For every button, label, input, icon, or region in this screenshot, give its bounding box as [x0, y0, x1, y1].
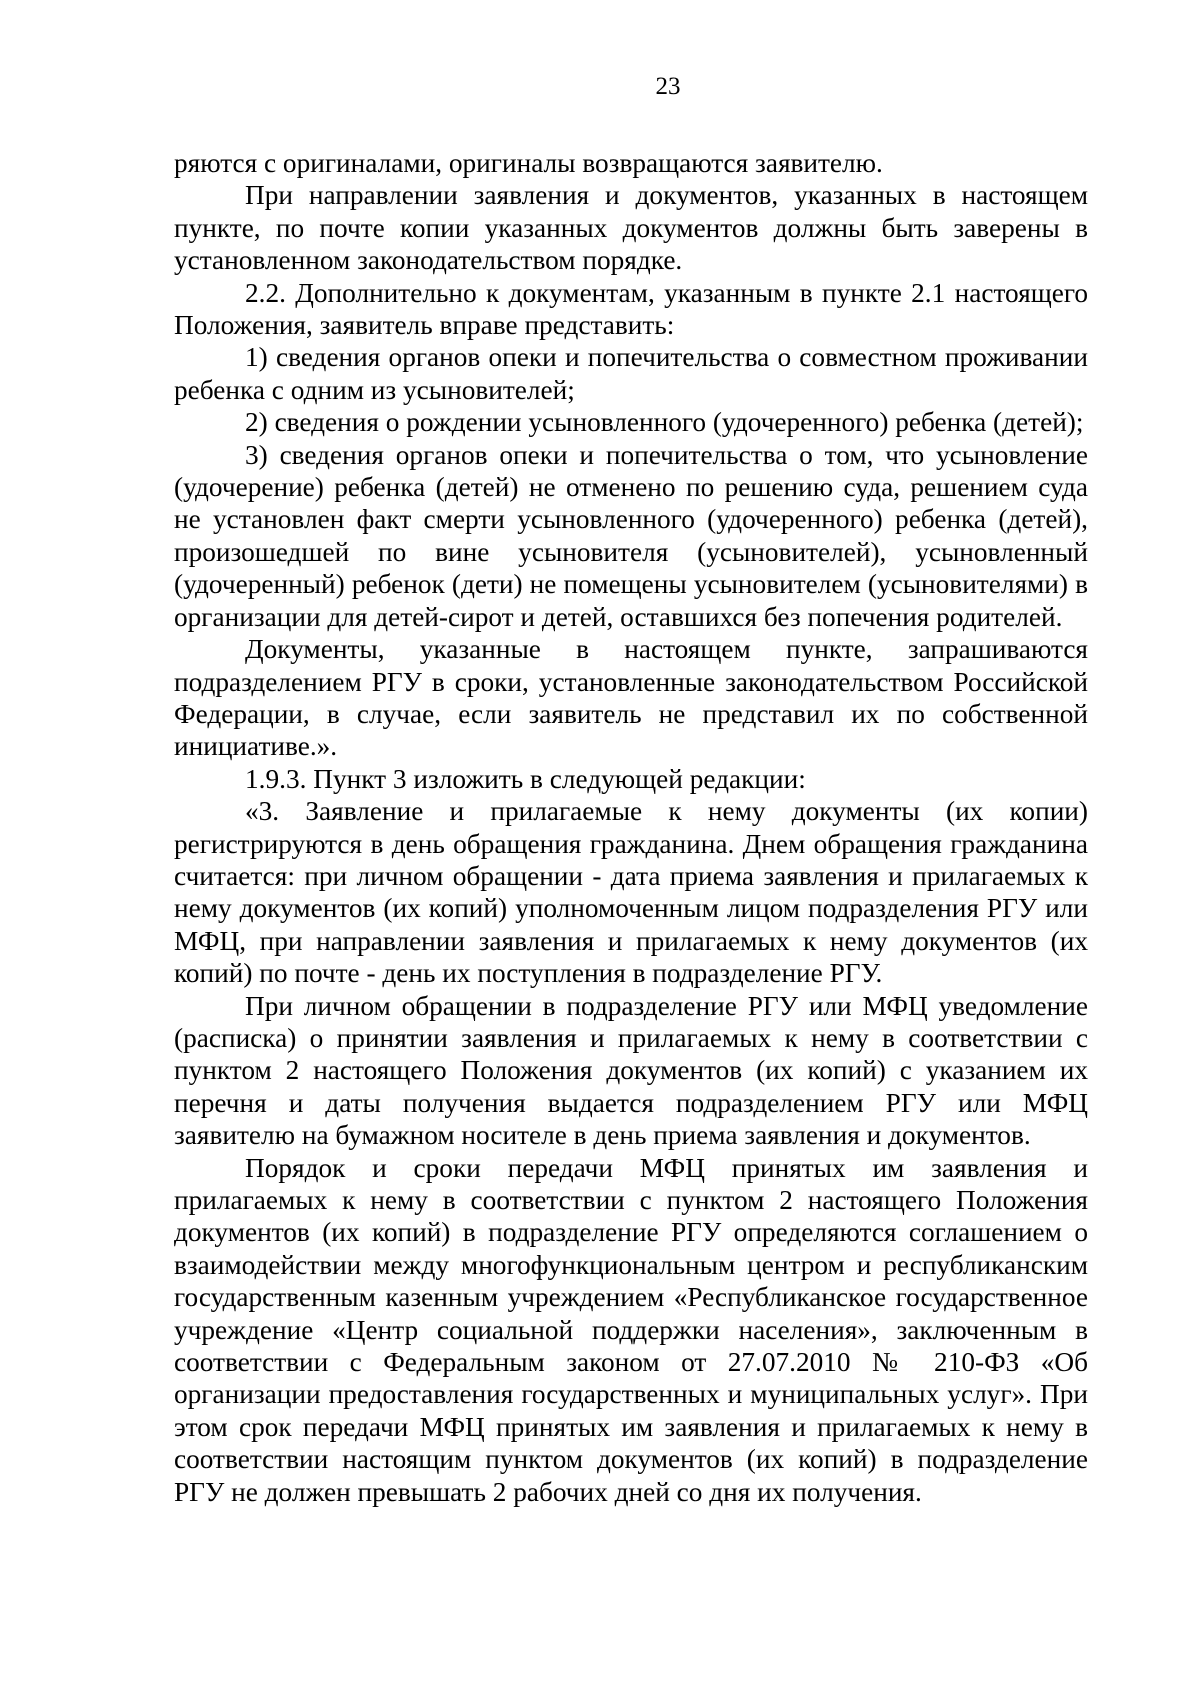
paragraph: 3) сведения органов опеки и попечительства о том, что усыновление (удочерение) ребенка (детей) не отменено по решению суда, решением суда не установлен факт смерти усыновленного (удочеренного) ребенка (детей), произошедшей по вине усыновителя (усыновителей), усыновленный (удочеренный) ребенок (дети) не помещены усыновителем (усыновителями) в организации для детей-сирот и детей, оставшихся без попечения родителей. [174, 439, 1088, 632]
paragraph: 1.9.3. Пункт 3 изложить в следующей редакции: [245, 763, 806, 794]
paragraph: При личном обращении в подразделение РГУ или МФЦ уведомление (расписка) о принятии заявления и прилагаемых к нему в соответствии с пунктом 2 настоящего Положения документов (их копий) с указанием их перечня и даты получения выдается подразделением РГУ или МФЦ заявителю на бумажном носителе в день приема заявления и документов. [174, 990, 1088, 1151]
paragraph: 2) сведения о рождении усыновленного (удочеренного) ребенка (детей); [245, 407, 1084, 438]
document-body [174, 147, 1088, 1508]
paragraph: ряются с оригиналами, оригиналы возвращаются заявителю. [174, 148, 883, 178]
paragraph: Документы, указанные в настоящем пункте, запрашиваются подразделением РГУ в сроки, установленные законодательством Российской Федерации, в случае, если заявитель не представил их по собственной инициативе.». [174, 634, 1088, 762]
paragraph: Порядок и сроки передачи МФЦ принятых им заявления и прилагаемых к нему в соответствии с пунктом 2 настоящего Положения документов (их копий) в подразделение РГУ определяются соглашением о взаимодействии между многофункциональным центром и республиканским государственным казенным учреждением «Республиканское государственное учреждение «Центр социальной поддержки населения», заключенным в соответствии с Федеральным законом от 27.07.2010 № 210-ФЗ «Об организации предоставления государственных и муниципальных услуг». При этом срок передачи МФЦ принятых им заявления и прилагаемых к нему в соответствии настоящим пунктом документов (их копий) в подразделение РГУ не должен превышать 2 рабочих дней со дня их получения. [174, 1152, 1088, 1507]
page-number: 23 [655, 73, 681, 100]
paragraph: При направлении заявления и документов, указанных в настоящем пункте, по почте копии указанных документов должны быть заверены в установленном законодательством порядке. [174, 180, 1088, 276]
paragraph: 1) сведения органов опеки и попечительства о совместном проживании ребенка с одним из усыновителей; [174, 342, 1088, 405]
paragraph: 2.2. Дополнительно к документам, указанным в пункте 2.1 настоящего Положения, заявитель вправе представить: [174, 277, 1088, 341]
paragraph: «3. Заявление и прилагаемые к нему документы (их копии) регистрируются в день обращения гражданина. Днем обращения гражданина считается: при личном обращении - дата приема заявления и прилагаемых к нему документов (их копий) уполномоченным лицом подразделения РГУ или МФЦ, при направлении заявления и прилагаемых к нему документов (их копий) по почте - день их поступления в подразделение РГУ. [174, 796, 1088, 989]
